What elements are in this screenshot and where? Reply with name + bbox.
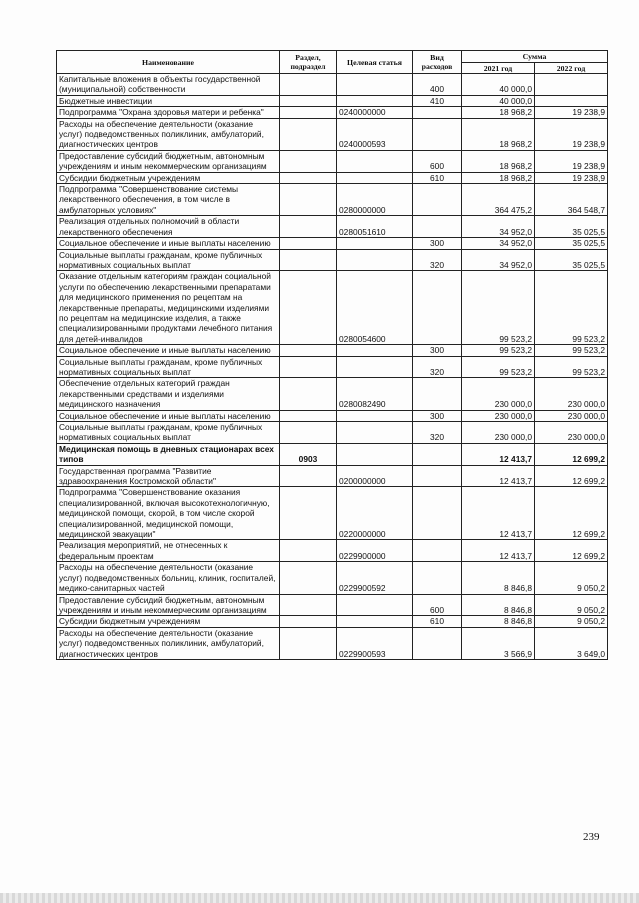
cell-2021: 34 952,0 [462, 216, 535, 238]
cell-type [413, 184, 462, 216]
table-row [57, 465, 608, 487]
cell-section [280, 107, 337, 118]
cell-type: 600 [413, 594, 462, 616]
table-row [57, 356, 608, 378]
table-row [57, 540, 608, 562]
table-header [57, 51, 608, 74]
table-row [57, 216, 608, 238]
cell-section [280, 465, 337, 487]
cell-2021: 3 566,9 [462, 627, 535, 659]
cell-type [413, 118, 462, 150]
cell-name: Социальные выплаты гражданам, кроме публичных нормативных социальных выплат [57, 249, 280, 271]
cell-target: 0280000000 [337, 184, 413, 216]
cell-2021: 12 413,7 [462, 487, 535, 540]
cell-2021: 12 413,7 [462, 465, 535, 487]
table-row [57, 172, 608, 183]
cell-name: Обеспечение отдельных категорий граждан лекарственными средствами и изделиями медицинского назначения [57, 378, 280, 410]
table-row [57, 238, 608, 249]
cell-2022: 9 050,2 [535, 562, 608, 594]
cell-type: 410 [413, 95, 462, 106]
cell-name: Бюджетные инвестиции [57, 95, 280, 106]
cell-target [337, 74, 413, 96]
cell-section [280, 249, 337, 271]
cell-section [280, 118, 337, 150]
header-name: Наименование [57, 51, 280, 74]
cell-name: Государственная программа "Развитие здравоохранения Костромской области" [57, 465, 280, 487]
cell-section [280, 378, 337, 410]
cell-target: 0280051610 [337, 216, 413, 238]
cell-type: 300 [413, 410, 462, 421]
cell-target [337, 594, 413, 616]
cell-target [337, 238, 413, 249]
cell-2022: 35 025,5 [535, 249, 608, 271]
table-row [57, 184, 608, 216]
cell-name: Подпрограмма "Совершенствование оказания специализированной, включая высокотехнологичную, медицинской помощи, скорой, в том числе скорой специализированной, медицинской помощи, медицинской эвакуации" [57, 487, 280, 540]
cell-target [337, 410, 413, 421]
table-row [57, 118, 608, 150]
cell-2022: 19 238,9 [535, 172, 608, 183]
cell-2022: 99 523,2 [535, 356, 608, 378]
budget-table [56, 50, 608, 660]
cell-section [280, 594, 337, 616]
header-year-2021: 2021 год [462, 63, 535, 74]
cell-name: Расходы на обеспечение деятельности (оказание услуг) подведомственных поликлиник, амбулаторий, диагностических центров [57, 627, 280, 659]
header-type: Вид расходов [413, 51, 462, 74]
table-row [57, 410, 608, 421]
cell-type: 600 [413, 150, 462, 172]
cell-2021: 230 000,0 [462, 378, 535, 410]
cell-2022: 12 699,2 [535, 540, 608, 562]
cell-type [413, 378, 462, 410]
cell-2022: 12 699,2 [535, 443, 608, 465]
cell-2021: 99 523,2 [462, 356, 535, 378]
cell-2021: 8 846,8 [462, 616, 535, 627]
cell-target [337, 443, 413, 465]
cell-2021: 18 968,2 [462, 118, 535, 150]
table-row [57, 249, 608, 271]
cell-2022: 12 699,2 [535, 465, 608, 487]
cell-type [413, 107, 462, 118]
cell-target [337, 356, 413, 378]
header-year-2022: 2022 год [535, 63, 608, 74]
cell-target: 0280082490 [337, 378, 413, 410]
cell-section [280, 271, 337, 345]
cell-name: Подпрограмма "Охрана здоровья матери и ребенка" [57, 107, 280, 118]
table-row [57, 150, 608, 172]
cell-name: Социальные выплаты гражданам, кроме публичных нормативных социальных выплат [57, 356, 280, 378]
cell-target [337, 422, 413, 444]
table-row [57, 562, 608, 594]
table-row [57, 422, 608, 444]
cell-2022: 230 000,0 [535, 422, 608, 444]
cell-2021: 18 968,2 [462, 107, 535, 118]
cell-name: Расходы на обеспечение деятельности (оказание услуг) подведомственных поликлиник, амбулаторий, диагностических центров [57, 118, 280, 150]
cell-target: 0220000000 [337, 487, 413, 540]
cell-section [280, 616, 337, 627]
cell-2022: 35 025,5 [535, 238, 608, 249]
cell-2021: 40 000,0 [462, 95, 535, 106]
cell-2021: 8 846,8 [462, 562, 535, 594]
cell-name: Реализация отдельных полномочий в области лекарственного обеспечения [57, 216, 280, 238]
cell-type: 320 [413, 249, 462, 271]
cell-2021: 12 413,7 [462, 443, 535, 465]
cell-2022: 9 050,2 [535, 594, 608, 616]
cell-name: Социальное обеспечение и иные выплаты населению [57, 345, 280, 356]
table-row [57, 627, 608, 659]
cell-type [413, 271, 462, 345]
cell-name: Субсидии бюджетным учреждениям [57, 616, 280, 627]
cell-section [280, 95, 337, 106]
cell-target [337, 345, 413, 356]
cell-name: Капитальные вложения в объекты государственной (муниципальной) собственности [57, 74, 280, 96]
cell-2021: 34 952,0 [462, 249, 535, 271]
cell-section [280, 540, 337, 562]
cell-section [280, 238, 337, 249]
cell-2022: 230 000,0 [535, 410, 608, 421]
cell-type: 610 [413, 172, 462, 183]
table-row [57, 74, 608, 96]
cell-section [280, 627, 337, 659]
cell-name: Социальные выплаты гражданам, кроме публичных нормативных социальных выплат [57, 422, 280, 444]
cell-type [413, 562, 462, 594]
cell-target: 0200000000 [337, 465, 413, 487]
table-row [57, 378, 608, 410]
cell-2021: 40 000,0 [462, 74, 535, 96]
cell-2021: 230 000,0 [462, 410, 535, 421]
cell-section [280, 356, 337, 378]
cell-2021: 230 000,0 [462, 422, 535, 444]
cell-target [337, 172, 413, 183]
cell-type [413, 216, 462, 238]
cell-2021: 34 952,0 [462, 238, 535, 249]
cell-2022: 230 000,0 [535, 378, 608, 410]
cell-2021: 18 968,2 [462, 172, 535, 183]
cell-name: Социальное обеспечение и иные выплаты населению [57, 238, 280, 249]
cell-section [280, 562, 337, 594]
cell-name: Реализация мероприятий, не отнесенных к федеральным проектам [57, 540, 280, 562]
cell-section [280, 410, 337, 421]
cell-target: 0240000000 [337, 107, 413, 118]
table-row [57, 95, 608, 106]
cell-2021: 364 475,2 [462, 184, 535, 216]
cell-target [337, 150, 413, 172]
table-row [57, 107, 608, 118]
cell-2022: 35 025,5 [535, 216, 608, 238]
cell-type: 320 [413, 422, 462, 444]
cell-2021: 99 523,2 [462, 345, 535, 356]
cell-name: Медицинская помощь в дневных стационарах всех типов [57, 443, 280, 465]
cell-name: Предоставление субсидий бюджетным, автономным учреждениям и иным некоммерческим организациям [57, 150, 280, 172]
cell-name: Оказание отдельным категориям граждан социальной услуги по обеспечению лекарственными препаратами для медицинского применения по рецептам на лекарственные препараты, медицинскими изделиями по рецептам на медицинские изделия, а также специализированными продуктами лечебного питания для детей-инвалидов [57, 271, 280, 345]
header-target: Целевая статья [337, 51, 413, 74]
cell-2022: 19 238,9 [535, 118, 608, 150]
cell-section: 0903 [280, 443, 337, 465]
header-sum: Сумма [462, 51, 608, 63]
cell-target: 0240000593 [337, 118, 413, 150]
page-number: 239 [583, 831, 600, 843]
cell-name: Подпрограмма "Совершенствование системы лекарственного обеспечения, в том числе в амбулаторных условиях" [57, 184, 280, 216]
cell-2021: 99 523,2 [462, 271, 535, 345]
cell-name: Социальное обеспечение и иные выплаты населению [57, 410, 280, 421]
cell-type: 300 [413, 238, 462, 249]
cell-type [413, 487, 462, 540]
cell-section [280, 184, 337, 216]
cell-section [280, 487, 337, 540]
cell-type [413, 540, 462, 562]
cell-section [280, 345, 337, 356]
cell-2022: 9 050,2 [535, 616, 608, 627]
cell-target [337, 95, 413, 106]
cell-name: Субсидии бюджетным учреждениям [57, 172, 280, 183]
cell-type: 610 [413, 616, 462, 627]
cell-section [280, 150, 337, 172]
cell-type: 400 [413, 74, 462, 96]
cell-name: Расходы на обеспечение деятельности (оказание услуг) подведомственных больниц, клиник, госпиталей, медико-санитарных частей [57, 562, 280, 594]
table-row [57, 443, 608, 465]
cell-target [337, 616, 413, 627]
cell-2022: 12 699,2 [535, 487, 608, 540]
cell-2022: 3 649,0 [535, 627, 608, 659]
table-row [57, 487, 608, 540]
cell-target: 0229900000 [337, 540, 413, 562]
scan-edge [0, 893, 639, 903]
table-row [57, 594, 608, 616]
cell-name: Предоставление субсидий бюджетным, автономным учреждениям и иным некоммерческим организациям [57, 594, 280, 616]
cell-section [280, 216, 337, 238]
table-row [57, 616, 608, 627]
cell-section [280, 74, 337, 96]
cell-type [413, 465, 462, 487]
cell-2022: 19 238,9 [535, 150, 608, 172]
cell-2022 [535, 74, 608, 96]
cell-target: 0229900593 [337, 627, 413, 659]
cell-type: 320 [413, 356, 462, 378]
cell-2021: 18 968,2 [462, 150, 535, 172]
cell-type [413, 627, 462, 659]
table-row [57, 271, 608, 345]
cell-target [337, 249, 413, 271]
header-section: Раздел, подраздел [280, 51, 337, 74]
cell-target: 0229900592 [337, 562, 413, 594]
cell-2021: 8 846,8 [462, 594, 535, 616]
cell-section [280, 422, 337, 444]
cell-target: 0280054600 [337, 271, 413, 345]
cell-2021: 12 413,7 [462, 540, 535, 562]
table-body [57, 74, 608, 660]
cell-2022 [535, 95, 608, 106]
cell-section [280, 172, 337, 183]
cell-2022: 19 238,9 [535, 107, 608, 118]
cell-2022: 364 548,7 [535, 184, 608, 216]
cell-2022: 99 523,2 [535, 345, 608, 356]
cell-type [413, 443, 462, 465]
cell-type: 300 [413, 345, 462, 356]
cell-2022: 99 523,2 [535, 271, 608, 345]
table-row [57, 345, 608, 356]
